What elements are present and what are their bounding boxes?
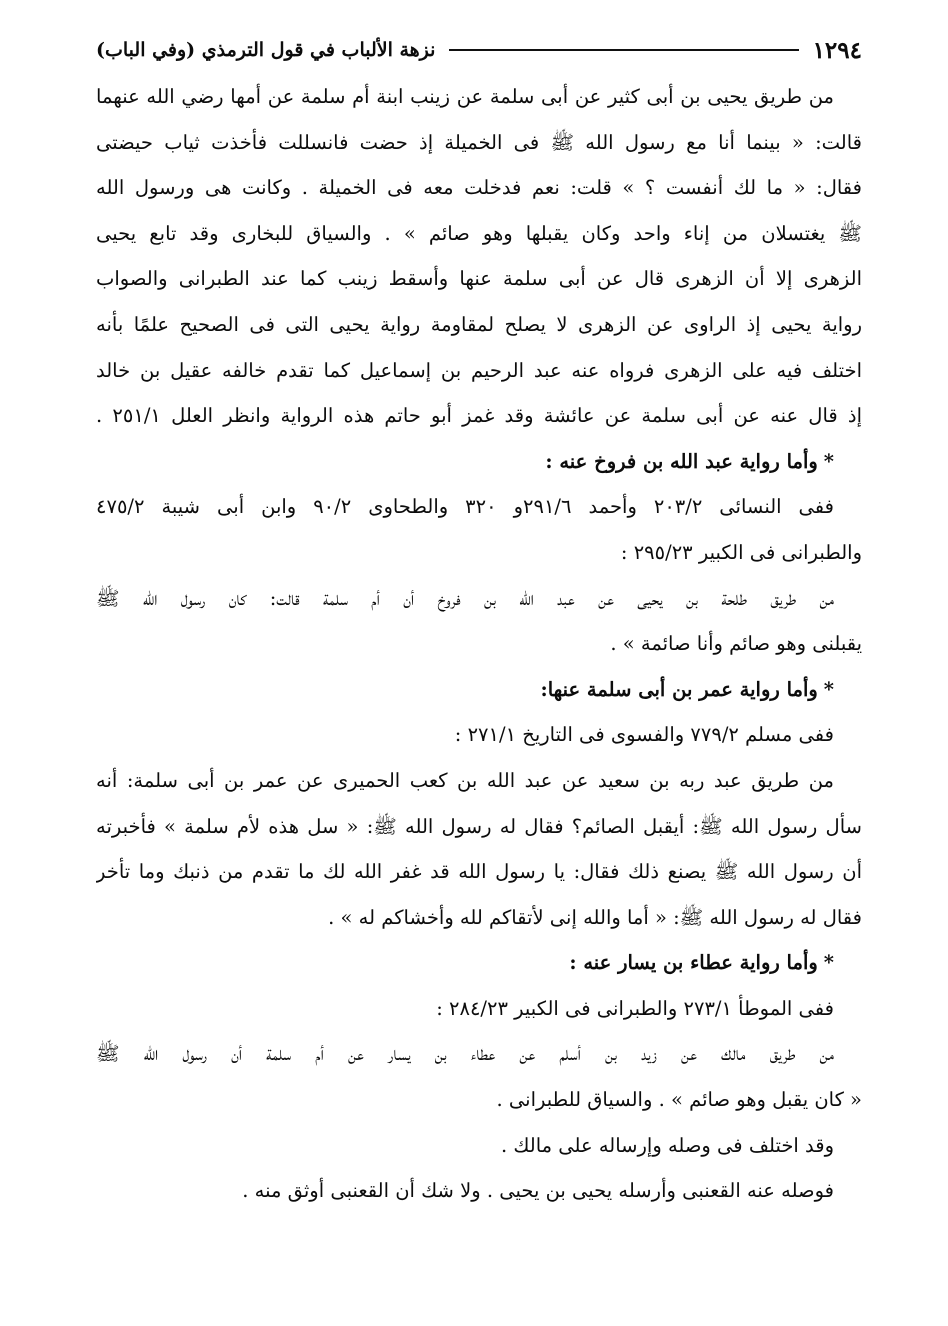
body-line: الزهرى إلا أن الزهرى قال عن أبى سلمة عنها وأسقط زينب كما عند الطبرانى والصواب [96, 267, 862, 291]
body-line: ﷺ يغتسلان من إناء واحد وكان يقبلها وهو صائم » . والسياق للبخارى وقد تابع يحيى [96, 221, 862, 245]
section-heading [96, 439, 862, 485]
body-line: ففى النسائى ٢٠٣/٢ وأحمد ٢٩١/٦و ٣٢٠ والطحاوى ٩٠/٢ وابن أبى شيبة ٤٧٥/٢ [96, 495, 834, 519]
body-line: والطبرانى فى الكبير ٢٩٥/٢٣ : [620, 540, 862, 564]
section-heading-text: وأما رواية عطاء بن يسار عنه : [569, 951, 818, 975]
heading-asterisk: * [823, 951, 834, 975]
section-heading [96, 667, 862, 713]
heading-asterisk: * [823, 677, 834, 701]
body-line: قالت: « بينما أنا مع رسول الله ﷺ فى الخميلة إذ حضت فانسللت فأخذت ثياب حيضتى [96, 130, 862, 154]
section-heading-text: وأما رواية عبد الله بن فروخ عنه : [545, 449, 818, 473]
section-heading-text: وأما رواية عمر بن أبى سلمة عنها: [540, 677, 818, 701]
body-line: رواية يحيى إذ الراوى عن الزهرى لا يصلح لمقاومة رواية يحيى التى فى الصحيح علمًا بأنه [96, 312, 862, 336]
body-line: من طريق يحيى بن أبى كثير عن أبى سلمة عن زينب ابنة أم سلمة عن أمها رضي الله عنهما [96, 85, 834, 108]
body-line: يقبلنى وهو صائم وأنا صائمة » . [610, 632, 862, 656]
body-line: ففى مسلم ٧٧٩/٢ والفسوى فى التاريخ ٢٧١/١ : [454, 723, 834, 747]
body-line: من طريق طلحة بن يحيى عن عبد الله بن فروخ أن أم سلمة قالت: كان رسول الله ﷺ [96, 586, 834, 610]
body-line: فقال له رسول الله ﷺ: « أما والله إنى لأتقاكم لله وأخشاكم له » . [328, 905, 862, 929]
body-line: من طريق مالك عن زيد بن أسلم عن عطاء بن يسار عن أم سلمة أن رسول الله ﷺ [96, 1042, 834, 1066]
body-line: فوصله عنه القعنبى وأرسله يحيى بن يحيى . ولا شك أن القعنبى أوثق منه . [242, 1179, 834, 1203]
body-line: ففى الموطأ ٢٧٣/١ والطبرانى فى الكبير ٢٨٤/٢٣ : [436, 996, 834, 1020]
body-line: من طريق عبد ربه بن سعيد عن عبد الله بن كعب الحميرى عن عمر بن أبى سلمة: أنه [96, 768, 834, 792]
body-line: سأل رسول الله ﷺ: أيقبل الصائم؟ فقال له رسول الله ﷺ: « سل هذه لأم سلمة » فأخبرته [96, 814, 862, 838]
body-line: « كان يقبل وهو صائم » . والسياق للطبرانى . [496, 1088, 862, 1112]
body-line: أن رسول الله ﷺ يصنع ذلك فقال: يا رسول الله قد غفر الله لك ما تقدم من ذنبك وما تأخر [96, 860, 862, 884]
body-line: اختلف فيه على الزهرى فرواه عنه عبد الرحيم بن إسماعيل كما تقدم خالفه عقيل بن خالد [96, 358, 862, 382]
body-line: فقال: « ما لك أنفست ؟ » قلت: نعم فدخلت معه فى الخميلة . وكانت هى ورسول الله [96, 176, 862, 200]
running-title: نزهة الألباب في قول الترمذي (وفي الباب) [96, 39, 436, 61]
page-body [96, 74, 862, 1214]
body-line: إذ قال عنه عن أبى سلمة عن عائشة وقد غمز أبو حاتم هذه الرواية وانظر العلل ٢٥١/١ . [96, 404, 862, 428]
section-heading [96, 940, 862, 986]
heading-asterisk: * [823, 449, 834, 473]
page-header [96, 30, 862, 70]
page-number: ١٢٩٤ [812, 36, 862, 64]
body-line: وقد اختلف فى وصله وإرساله على مالك . [500, 1133, 834, 1157]
header-rule [449, 49, 798, 51]
